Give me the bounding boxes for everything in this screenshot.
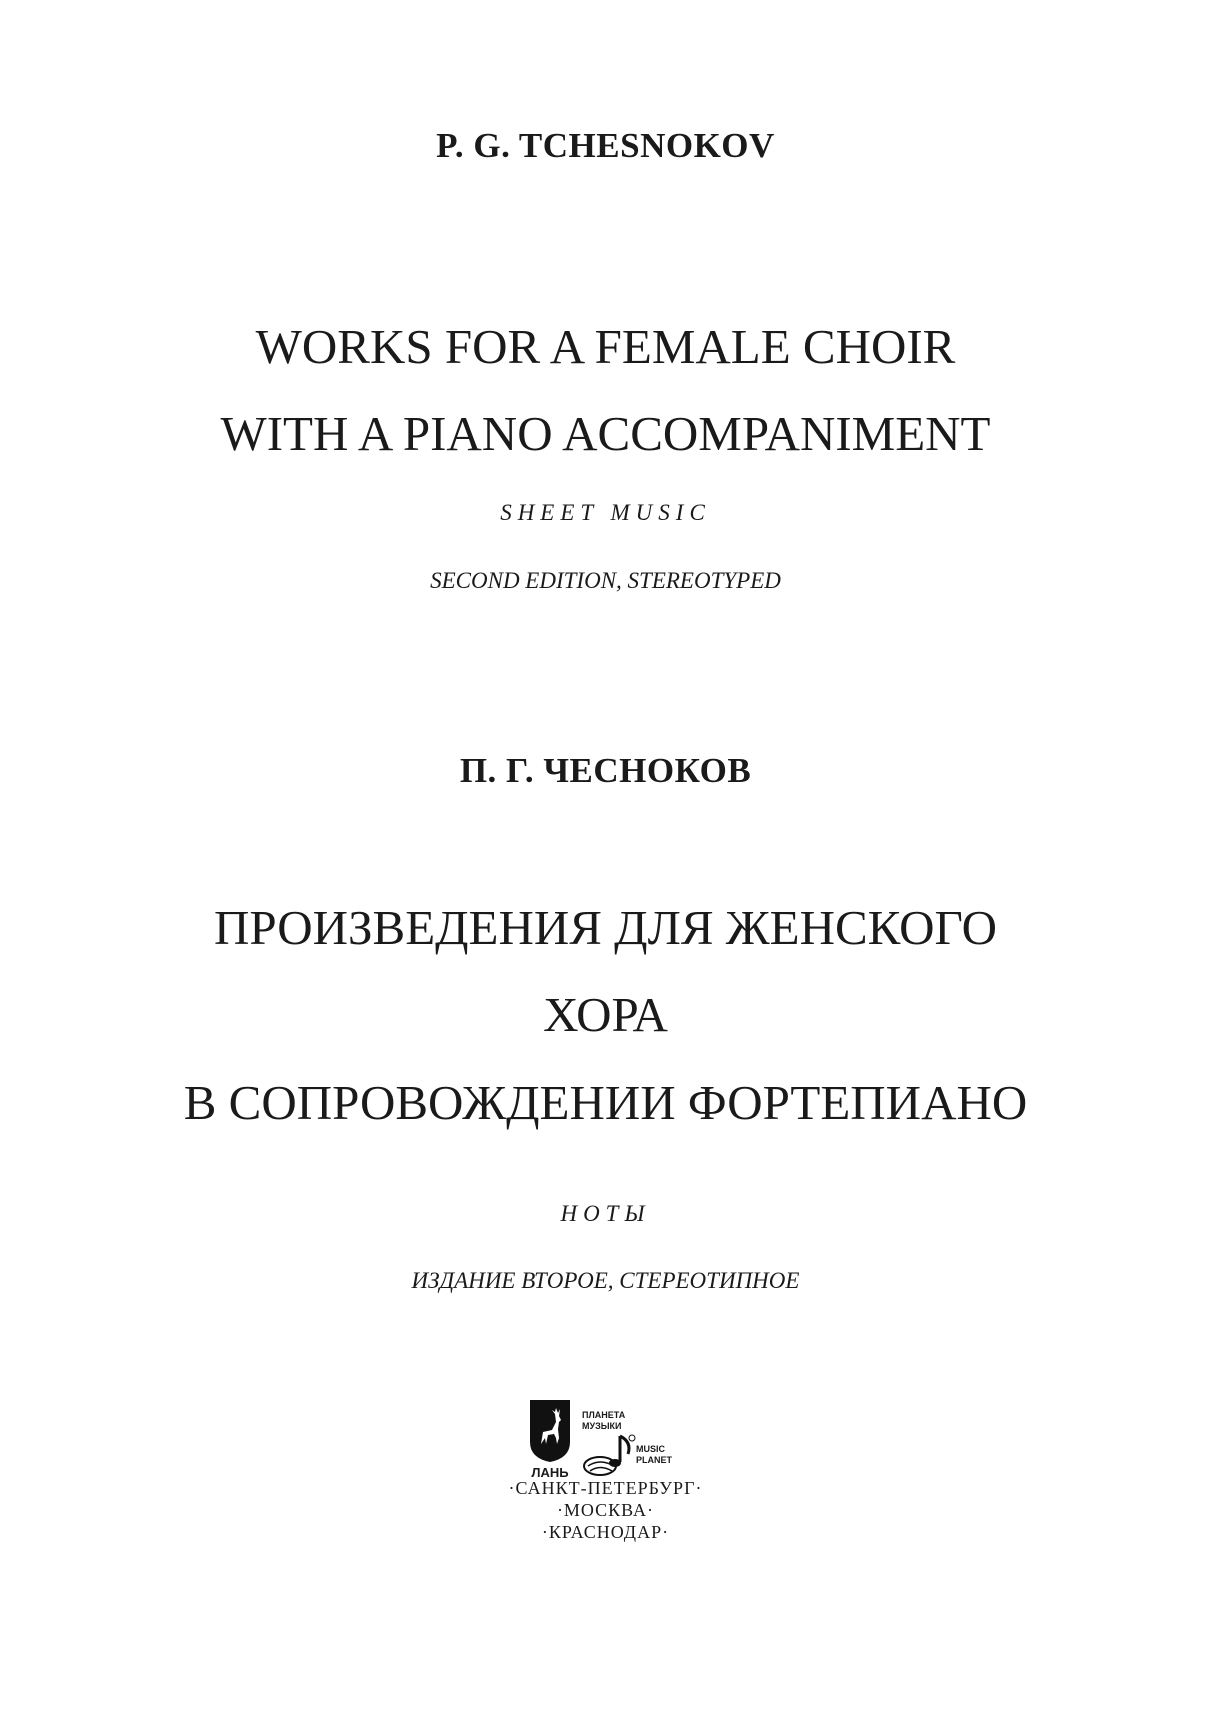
music-note-globe-icon <box>582 1434 638 1478</box>
edition-russian: ИЗДАНИЕ ВТОРОЕ, СТЕРЕОТИПНОЕ <box>411 1268 800 1293</box>
city-saint-petersburg: ·САНКТ-ПЕТЕРБУРГ· <box>508 1478 703 1498</box>
genre-english: SHEET MUSIC <box>500 500 711 525</box>
deer-icon <box>528 1398 572 1464</box>
city-moscow: ·МОСКВА· <box>556 1500 655 1520</box>
music-planet-label-en: MUSIC PLANET <box>636 1444 672 1465</box>
lan-logo-label: ЛАНЬ <box>531 1465 569 1480</box>
music-planet-label-ru: ПЛАНЕТА МУЗЫКИ <box>582 1410 626 1431</box>
genre-russian: НОТЫ <box>560 1201 651 1226</box>
title-english-line-2: WITH A PIANO ACCOMPANIMENT <box>220 406 991 461</box>
city-krasnodar: ·КРАСНОДАР· <box>541 1522 670 1542</box>
title-russian-line-1: ПРОИЗВЕДЕНИЯ ДЛЯ ЖЕНСКОГО <box>213 900 998 955</box>
author-name-english: P. G. TCHESNOKOV <box>436 126 775 165</box>
author-name-russian: П. Г. ЧЕСНОКОВ <box>459 751 752 790</box>
music-planet-logo <box>582 1404 692 1479</box>
edition-english: SECOND EDITION, STEREOTYPED <box>430 568 781 593</box>
title-russian-line-2: ХОРА <box>543 987 668 1042</box>
title-russian-line-3: В СОПРОВОЖДЕНИИ ФОРТЕПИАНО <box>183 1075 1028 1130</box>
title-english-line-1: WORKS FOR A FEMALE CHOIR <box>255 319 956 374</box>
